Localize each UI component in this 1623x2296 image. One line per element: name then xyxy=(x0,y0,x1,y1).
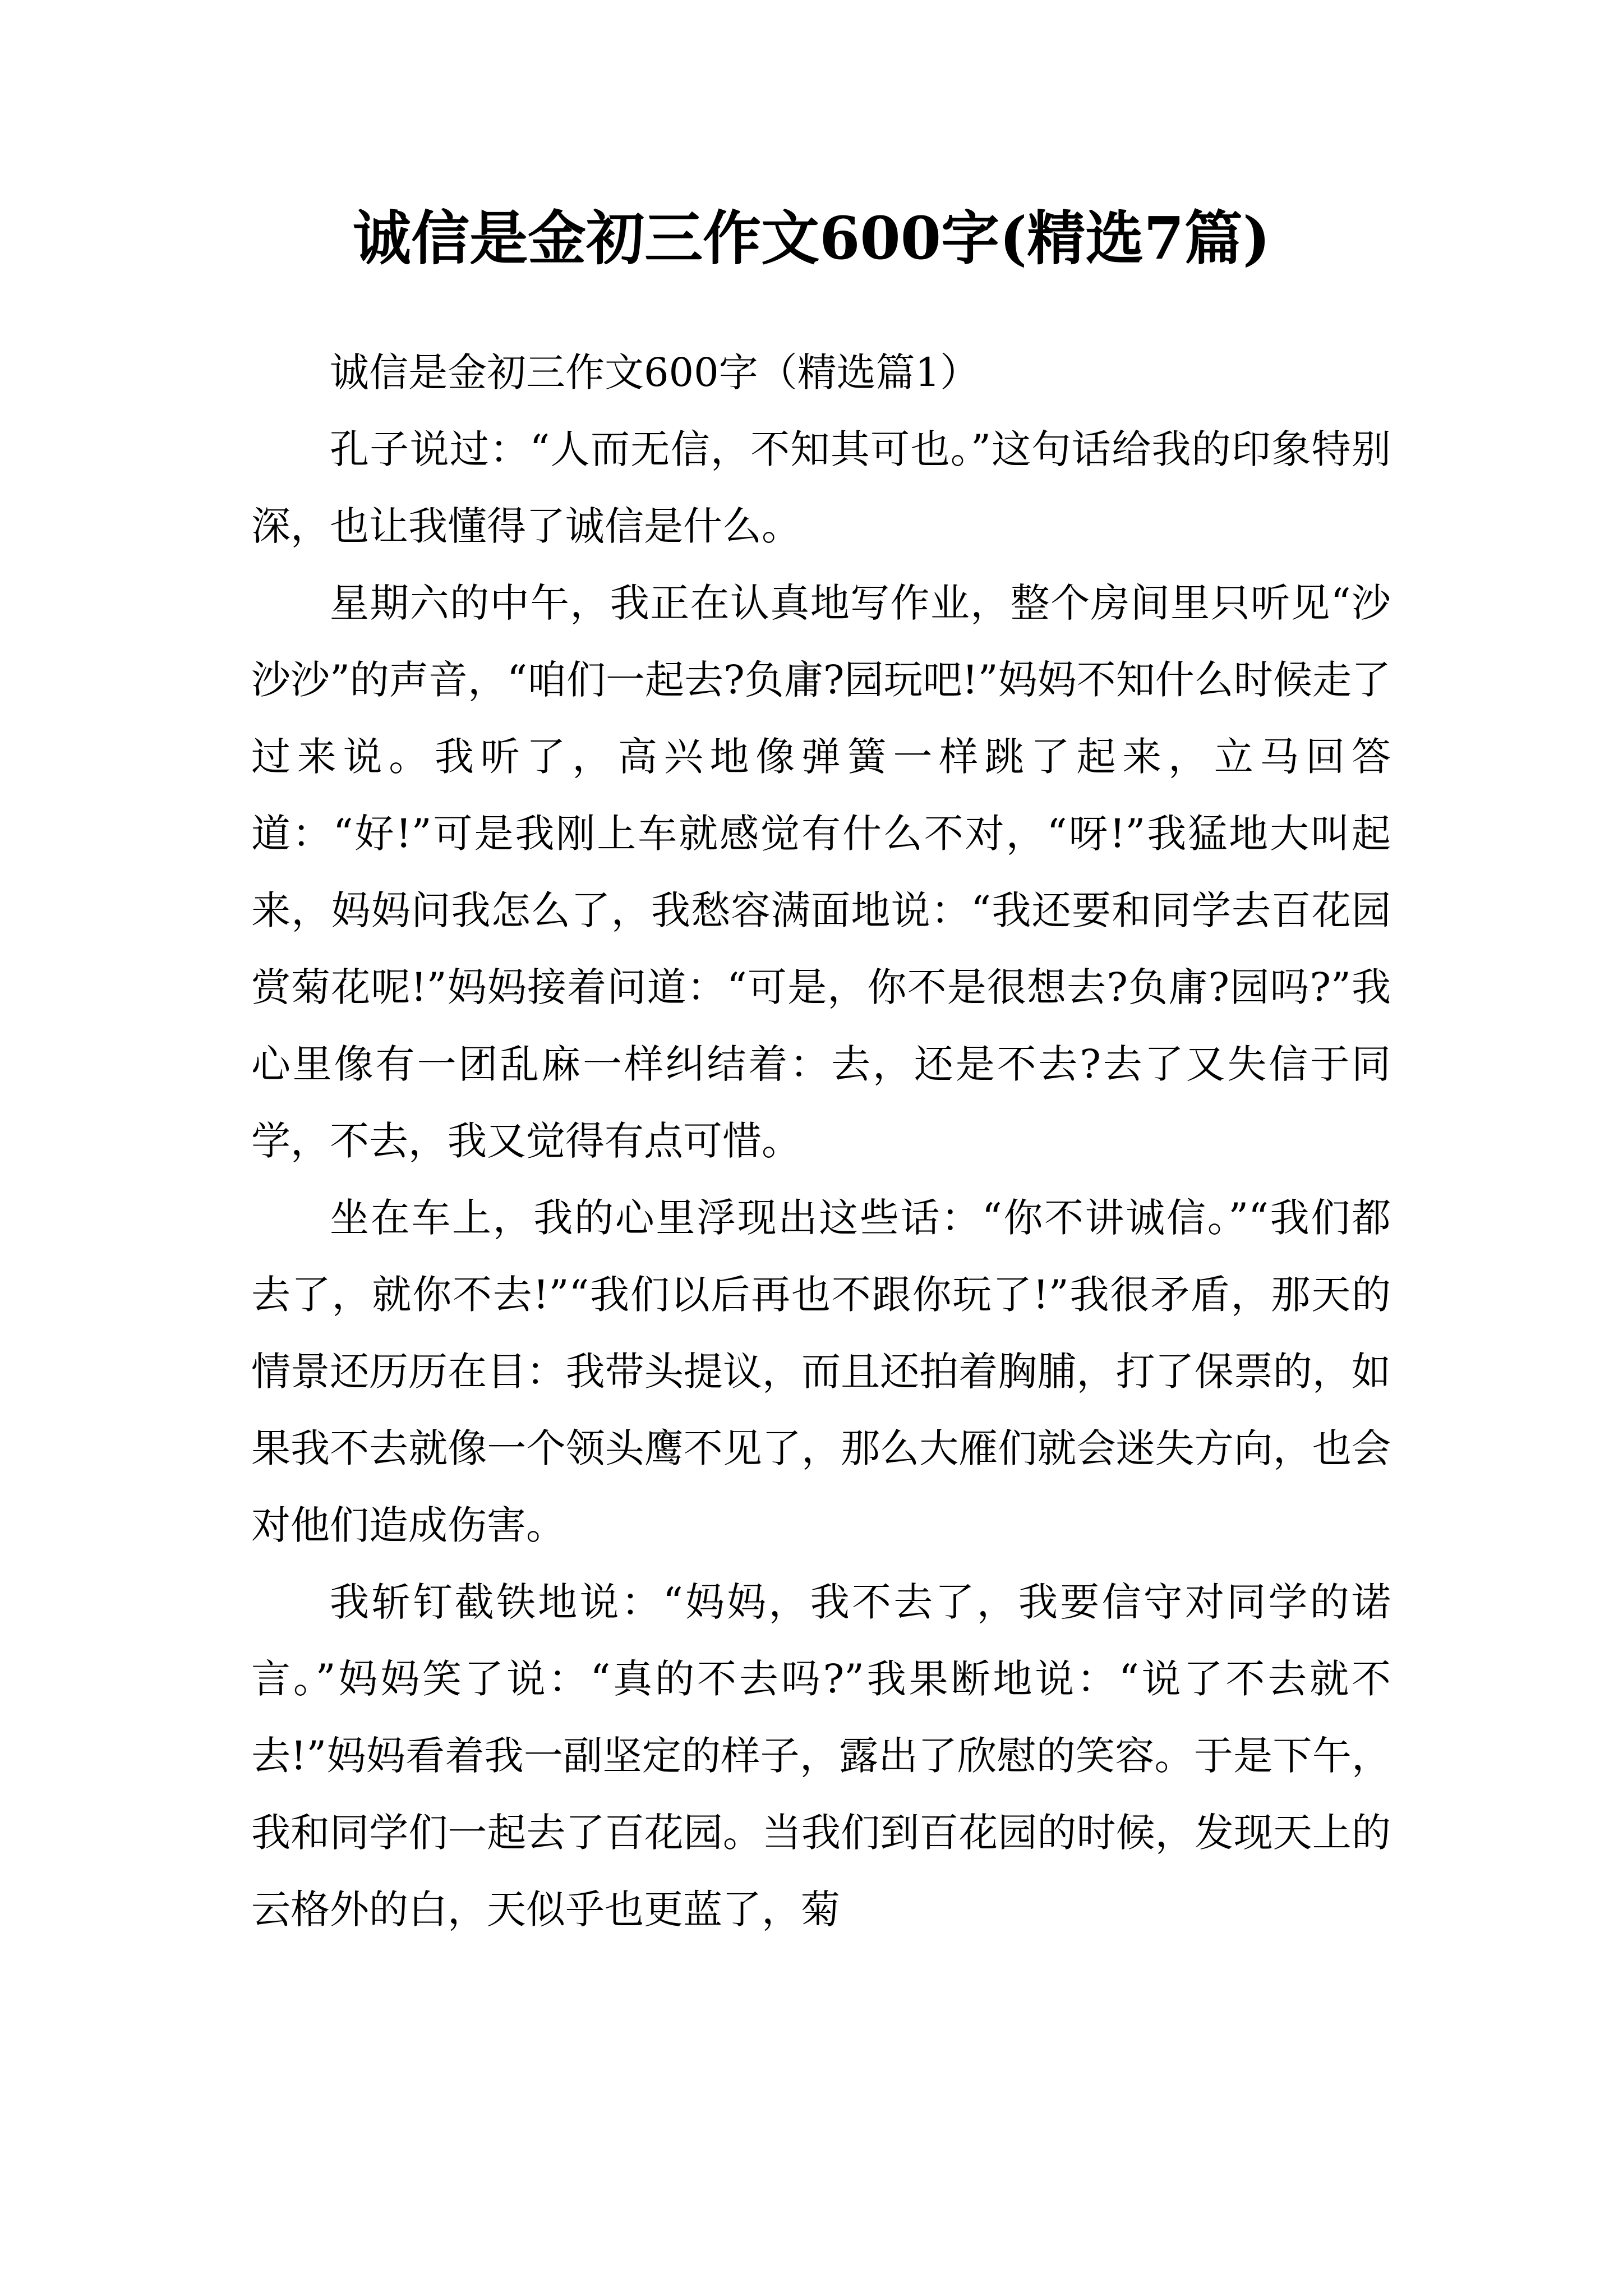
section-heading: 诚信是金初三作文600字（精选篇1） xyxy=(330,349,980,395)
paragraph: 星期六的中午，我正在认真地写作业，整个房间里只听见“沙沙沙”的声音，“咱们一起去?负庸?园玩吧!”妈妈不知什么时候走了过来说。我听了，高兴地像弹簧一样跳了起来，立马回答道：“好!”可是我刚上车就感觉有什么不对，“呀!”我猛地大叫起来，妈妈问我怎么了，我愁容满面地说：“我还要和同学去百花园赏菊花呢!”妈妈接着问道：“可是，你不是很想去?负庸?园吗?”我心里像有一团乱麻一样纠结着：去，还是不去?去了又失信于同学，不去，我又觉得有点可惜。 xyxy=(251,580,1391,1164)
paragraph: 坐在车上，我的心里浮现出这些话：“你不讲诚信。”“我们都去了，就你不去!”“我们以后再也不跟你玩了!”我很矛盾，那天的情景还历历在目：我带头提议，而且还拍着胸脯，打了保票的，如果我不去就像一个领头鹰不见了，那么大雁们就会迷失方向，也会对他们造成伤害。 xyxy=(251,1195,1391,1548)
paragraph: 我斩钉截铁地说：“妈妈，我不去了，我要信守对同学的诺言。”妈妈笑了说：“真的不去吗?”我果断地说：“说了不去就不去!”妈妈看着我一副坚定的样子，露出了欣慰的笑容。于是下午，我和同学们一起去了百花园。当我们到百花园的时候，发现天上的云格外的白，天似乎也更蓝了，菊 xyxy=(251,1579,1391,1932)
paragraph: 孔子说过：“人而无信，不知其可也。”这句话给我的印象特别深，也让我懂得了诚信是什么。 xyxy=(251,426,1391,549)
document-body xyxy=(251,334,1391,1948)
document-title: 诚信是金初三作文600字(精选7篇) xyxy=(353,204,1270,273)
